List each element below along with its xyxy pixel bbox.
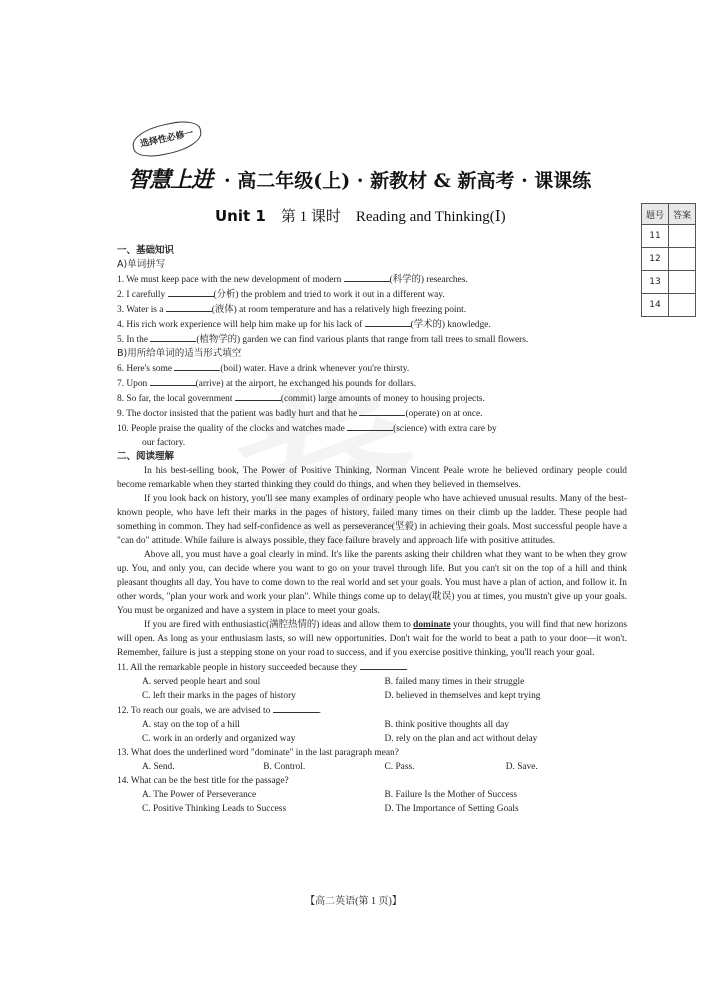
page-footer: 【高二英语(第 1 页)】 [305, 896, 402, 907]
answer-table-number: 12 [642, 248, 669, 271]
question-2: 2. I carefully (分析) the problem and tried to work it out in a different way. [117, 287, 627, 302]
option[interactable]: A. stay on the top of a hill [142, 720, 240, 730]
question-7: 7. Upon (arrive) at the airport, he exchanged his pounds for dollars. [117, 376, 627, 391]
options-row [117, 788, 627, 802]
answer-cell[interactable] [669, 294, 696, 317]
brand-header [128, 163, 628, 193]
option[interactable]: A. The Power of Perseverance [142, 790, 257, 800]
unit-label: Unit 1 [215, 207, 266, 225]
lesson-title: Reading and Thinking(Ⅰ) [355, 209, 506, 225]
answer-blank[interactable] [347, 421, 393, 431]
section-title: 一、基础知识 [117, 245, 175, 256]
answer-blank[interactable] [344, 272, 390, 282]
brand-logo: 智慧上进 [128, 168, 213, 193]
worksheet-content [117, 244, 627, 816]
answer-blank[interactable] [150, 332, 196, 342]
option[interactable]: C. work in an orderly and organized way [142, 734, 296, 744]
question-1: 1. We must keep pace with the new development of modern (科学的) researches. [117, 272, 627, 287]
question-8: 8. So far, the local government (commit) large amounts of money to housing projects. [117, 391, 627, 406]
option[interactable]: C. Positive Thinking Leads to Success [142, 804, 287, 814]
question-9: 9. The doctor insisted that the patient was badly hurt and that he (operate) on at once. [117, 406, 627, 421]
answer-table [641, 203, 696, 317]
question-3: 3. Water is a (液体) at room temperature and has a relatively high freezing point. [117, 302, 627, 317]
underlined-word: dominate [413, 620, 451, 630]
question-11: 11. All the remarkable people in history succeeded because they . [117, 660, 627, 675]
answer-blank[interactable] [150, 376, 196, 386]
options-row [117, 675, 627, 689]
answer-table-header: 答案 [669, 204, 696, 225]
option[interactable]: B. failed many times in their struggle [384, 677, 525, 687]
option[interactable]: A. Send. [142, 762, 175, 772]
options-row [117, 732, 627, 746]
answer-blank[interactable] [235, 391, 281, 401]
textbook-badge-logo: 选择性必修一 [130, 117, 205, 161]
answer-table-number: 14 [642, 294, 669, 317]
options-row [117, 802, 627, 816]
question-12: 12. To reach our goals, we are advised to . [117, 703, 627, 718]
question-14: 14. What can be the best title for the passage? [117, 776, 289, 786]
answer-blank[interactable] [273, 703, 319, 713]
question-5: 5. In the (植物学的) garden we can find various plants that range from tall trees to small flowers. [117, 332, 627, 347]
option[interactable]: D. rely on the plan and act without delay [384, 734, 538, 744]
options-row [117, 760, 627, 774]
section-title: 二、阅读理解 [117, 451, 175, 462]
passage-paragraph: If you are fired with enthusiastic(满腔热情的) ideas and allow them to dominate your thoughts, you will find that new horizons will open. As long as your enthusiasm lasts, so will new opportunities. Don't wait for the world to beat a path to your door—it won't. Remember, failure is just a stepping stone on your road to success, and if you exercise positive thinking, you'll reach your goal. [117, 620, 627, 658]
subsection-title: A)单词拼写 [117, 259, 166, 270]
passage-paragraph: Above all, you must have a goal clearly in mind. It's like the parents asking their children what they want to be when they grow up. You, and only you, can decide where you want to go on your travel through life. But you can't sit on the top of a hill and think pleasant thoughts all day. You have to come down to the real world and set your goals. You must have a plan of action, and follow it. In other words, "plan your work and work your plan". While things come up to delay(耽误) you at times, you mustn't give up your goals. You must be organized and have a system in place to meet your goals. [117, 550, 627, 616]
option[interactable]: D. believed in themselves and kept trying [384, 691, 541, 701]
answer-blank[interactable] [360, 660, 406, 670]
passage-paragraph: In his best-selling book, The Power of Positive Thinking, Norman Vincent Peale wrote he believed ordinary people could become remarkable when they started thinking they could do things, and when they believed in themselves. [117, 466, 627, 490]
answer-blank[interactable] [359, 406, 405, 416]
answer-blank[interactable] [365, 317, 411, 327]
option[interactable]: B. Control. [263, 762, 306, 772]
answer-table-number: 11 [642, 225, 669, 248]
options-row [117, 718, 627, 732]
passage-paragraph: If you look back on history, you'll see many examples of ordinary people who have achieved unusual results. Many of the best-known people, who have left their marks in the pages of history, failed many times on their climb up the ladder. These people had something in common. They had self-confidence as well as perseverance(坚毅) in achieving their goals. Most successful people have a "can do" attitude. While failure is always possible, they face failure bravely and approach life with positive attitudes. [117, 494, 627, 546]
answer-blank[interactable] [168, 287, 214, 297]
option[interactable]: B. Failure Is the Mother of Success [384, 790, 518, 800]
answer-table-number: 13 [642, 271, 669, 294]
option[interactable]: D. Save. [505, 762, 538, 772]
option[interactable]: A. served people heart and soul [142, 677, 261, 687]
answer-cell[interactable] [669, 271, 696, 294]
lesson-label: 第 1 课时 [280, 209, 341, 225]
option[interactable]: C. left their marks in the pages of history [142, 691, 296, 701]
answer-table-header: 题号 [642, 204, 669, 225]
page-title [215, 205, 506, 226]
answer-blank[interactable] [174, 361, 220, 371]
answer-blank[interactable] [166, 302, 212, 312]
option[interactable]: D. The Importance of Setting Goals [384, 804, 519, 814]
option[interactable]: C. Pass. [384, 762, 415, 772]
question-10: 10. People praise the quality of the clocks and watches made (science) with extra care by [117, 421, 627, 436]
subsection-title: B)用所给单词的适当形式填空 [117, 348, 242, 359]
question-4: 4. His rich work experience will help him make up for his lack of (学术的) knowledge. [117, 317, 627, 332]
answer-cell[interactable] [669, 225, 696, 248]
question-10-cont: our factory. [142, 438, 186, 448]
options-row [117, 689, 627, 703]
option[interactable]: B. think positive thoughts all day [384, 720, 509, 730]
question-6: 6. Here's some (boil) water. Have a drink whenever you're thirsty. [117, 361, 627, 376]
answer-cell[interactable] [669, 248, 696, 271]
question-13: 13. What does the underlined word "dominate" in the last paragraph mean? [117, 748, 399, 758]
brand-title: · 高二年级(上) · 新教材 & 新高考 · 课课练 [224, 170, 592, 192]
